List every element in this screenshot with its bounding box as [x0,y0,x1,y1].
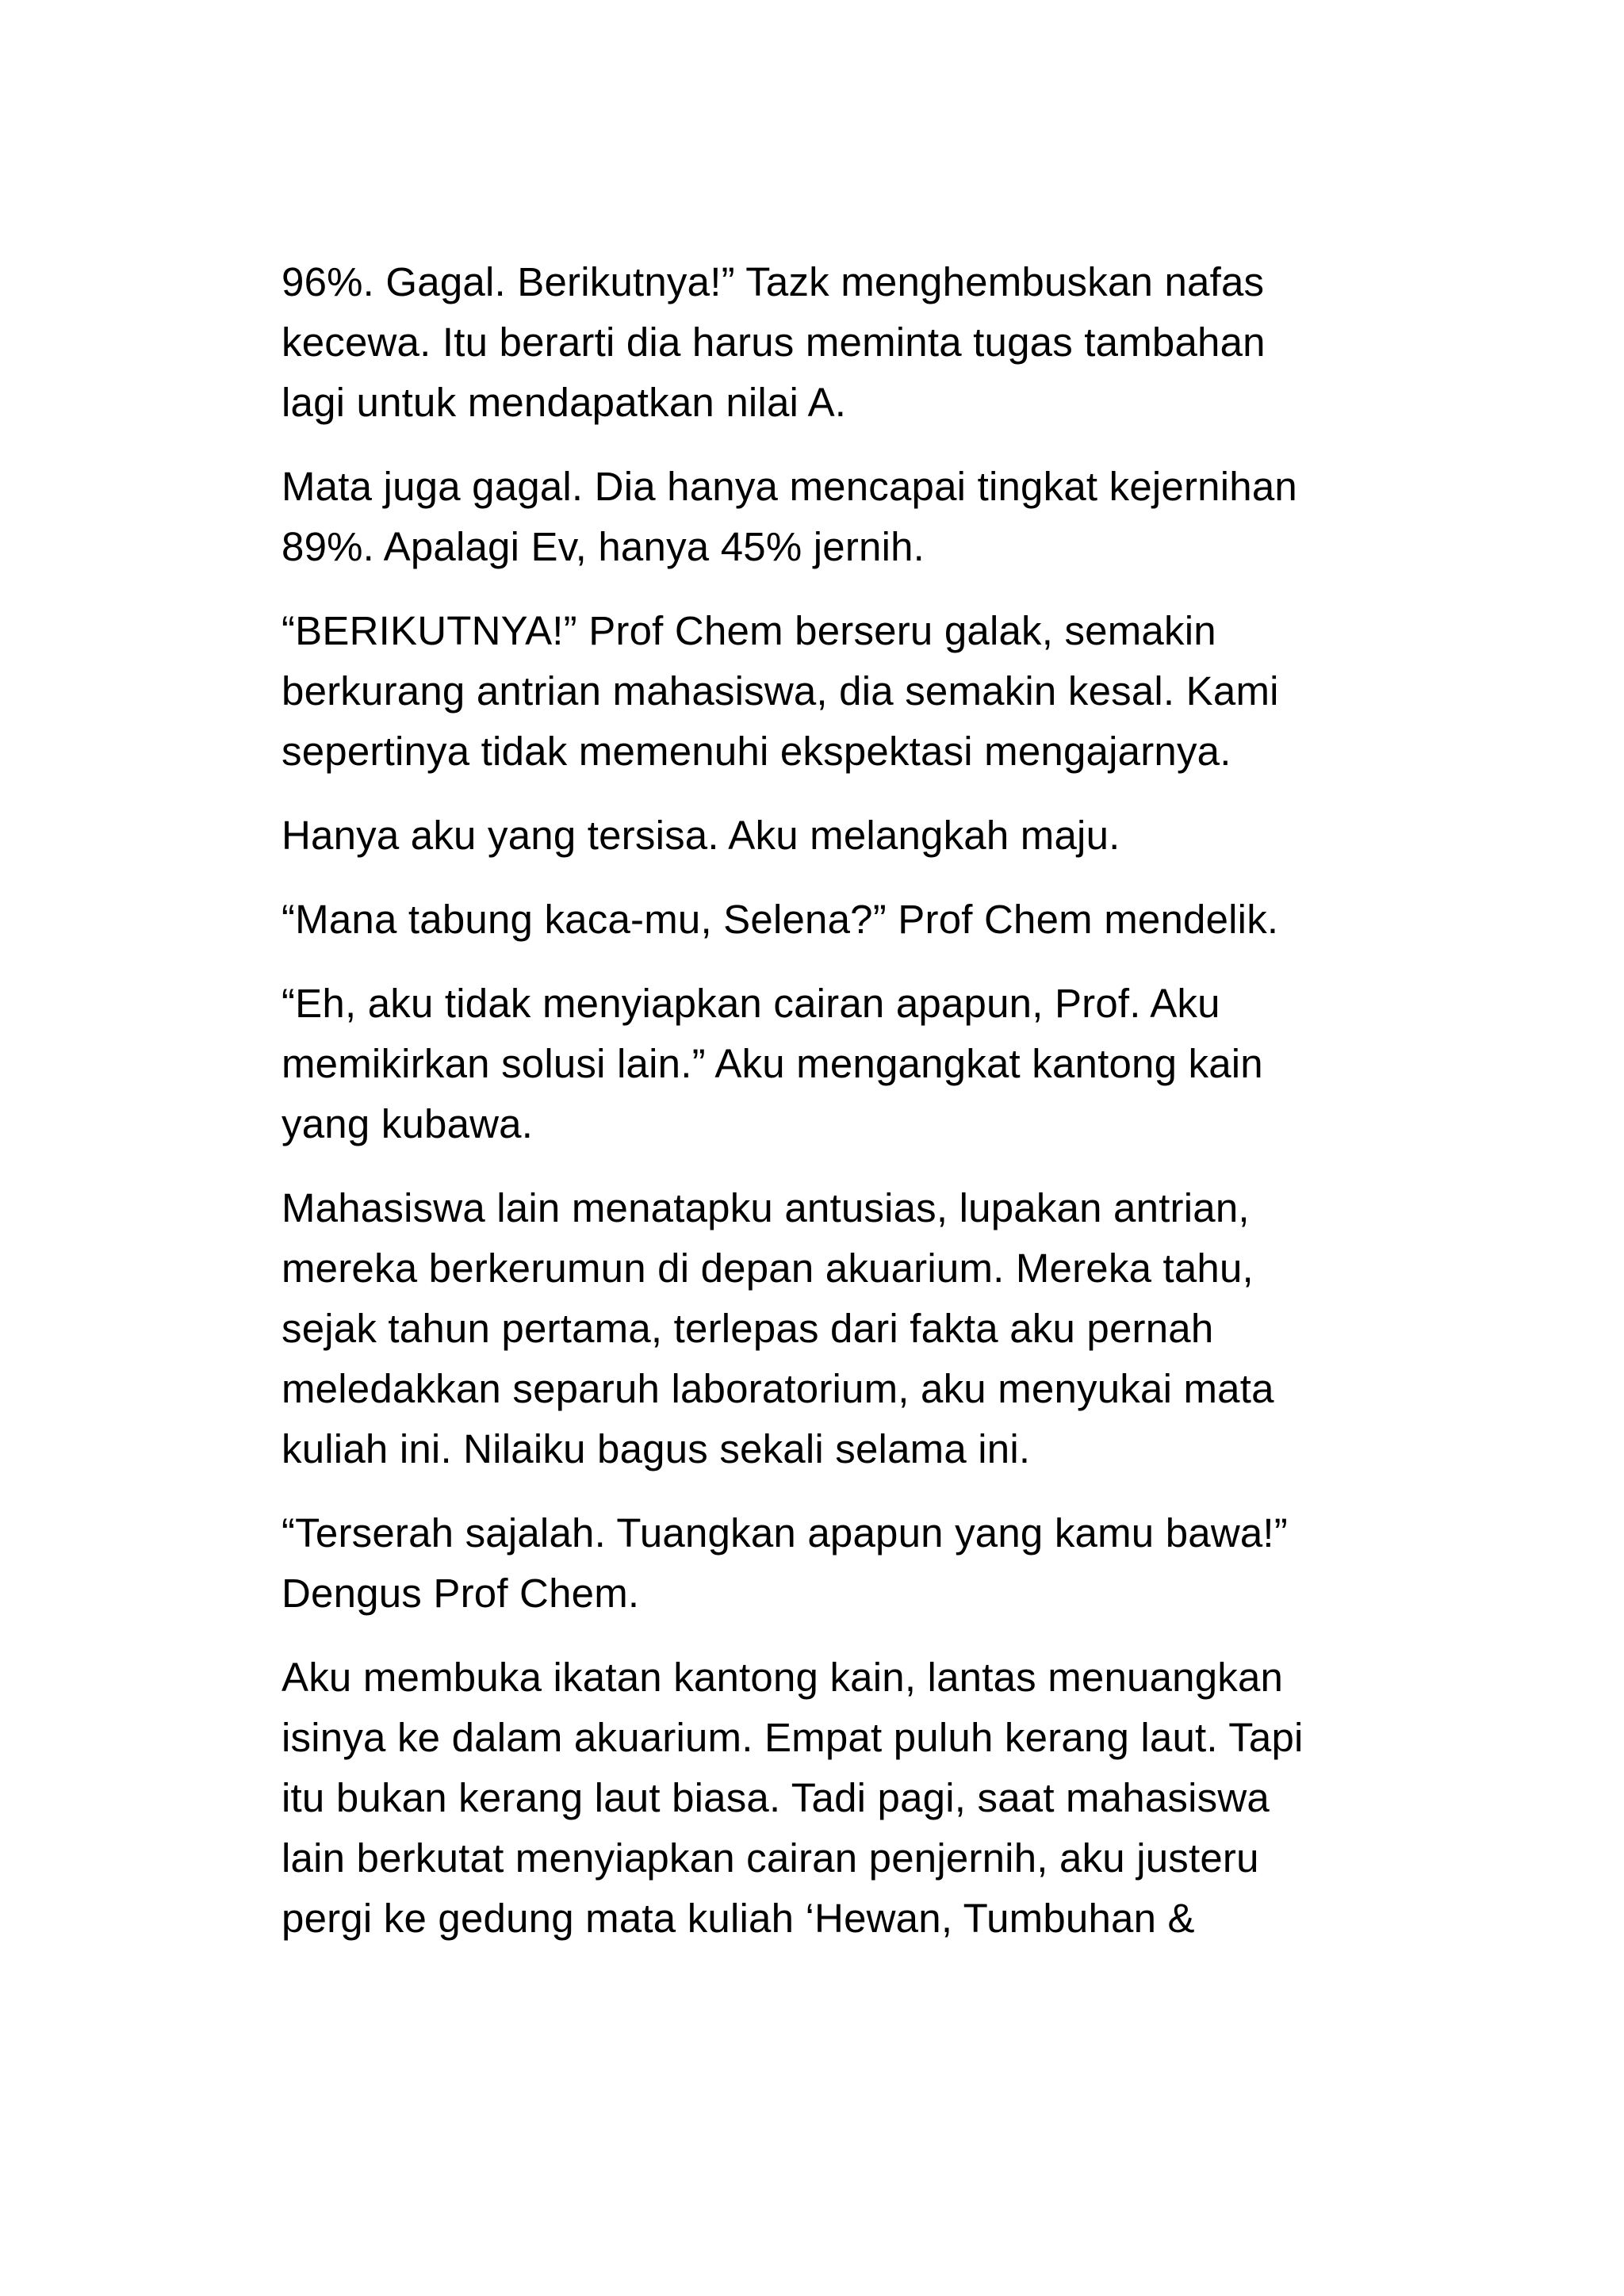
text-line: Mahasiswa lain menatapku antusias, lupakan antrian, [282,1185,1250,1230]
text-line: kuliah ini. Nilaiku bagus sekali selama ini. [282,1426,1031,1471]
text-line: kecewa. Itu berarti dia harus meminta tugas tambahan [282,320,1266,365]
text-line: berkurang antrian mahasiswa, dia semakin kesal. Kami [282,668,1279,714]
paragraph-7 [282,1178,1376,1479]
text-line: mereka berkerumun di depan akuarium. Mereka tahu, [282,1246,1254,1291]
text-line: yang kubawa. [282,1101,534,1146]
paragraph-4 [282,806,1376,866]
text-line: “Eh, aku tidak menyiapkan cairan apapun, Prof. Aku [282,981,1220,1026]
paragraph-8 [282,1503,1376,1624]
text-line: lagi untuk mendapatkan nilai A. [282,380,847,425]
text-line: sejak tahun pertama, terlepas dari fakta aku pernah [282,1306,1214,1351]
paragraph-2 [282,457,1376,577]
text-line: Mata juga gagal. Dia hanya mencapai tingkat kejernihan [282,464,1297,509]
paragraph-5 [282,890,1376,950]
text-line: Aku membuka ikatan kantong kain, lantas menuangkan [282,1655,1284,1700]
text-line: “Terserah sajalah. Tuangkan apapun yang kamu bawa!” [282,1510,1288,1556]
text-line: Hanya aku yang tersisa. Aku melangkah maju. [282,813,1120,858]
text-line: itu bukan kerang laut biasa. Tadi pagi, saat mahasiswa [282,1775,1270,1820]
text-line: memikirkan solusi lain.” Aku mengangkat kantong kain [282,1041,1263,1086]
text-line: meledakkan separuh laboratorium, aku menyukai mata [282,1366,1274,1411]
paragraph-9 [282,1647,1376,1949]
paragraph-3 [282,601,1376,782]
text-line: 96%. Gagal. Berikutnya!” Tazk menghembuskan nafas [282,259,1265,304]
paragraph-6 [282,974,1376,1154]
paragraph-1 [282,252,1376,433]
text-line: pergi ke gedung mata kuliah ‘Hewan, Tumbuhan & [282,1896,1195,1941]
body-text [282,252,1376,1973]
text-line: sepertinya tidak memenuhi ekspektasi mengajarnya. [282,729,1231,774]
text-line: “BERIKUTNYA!” Prof Chem berseru galak, semakin [282,608,1216,653]
text-line: Dengus Prof Chem. [282,1571,640,1616]
text-line: isinya ke dalam akuarium. Empat puluh kerang laut. Tapi [282,1715,1304,1760]
text-line: lain berkutat menyiapkan cairan penjernih, aku justeru [282,1835,1259,1881]
text-line: “Mana tabung kaca-mu, Selena?” Prof Chem mendelik. [282,897,1279,942]
text-line: 89%. Apalagi Ev, hanya 45% jernih. [282,524,925,569]
